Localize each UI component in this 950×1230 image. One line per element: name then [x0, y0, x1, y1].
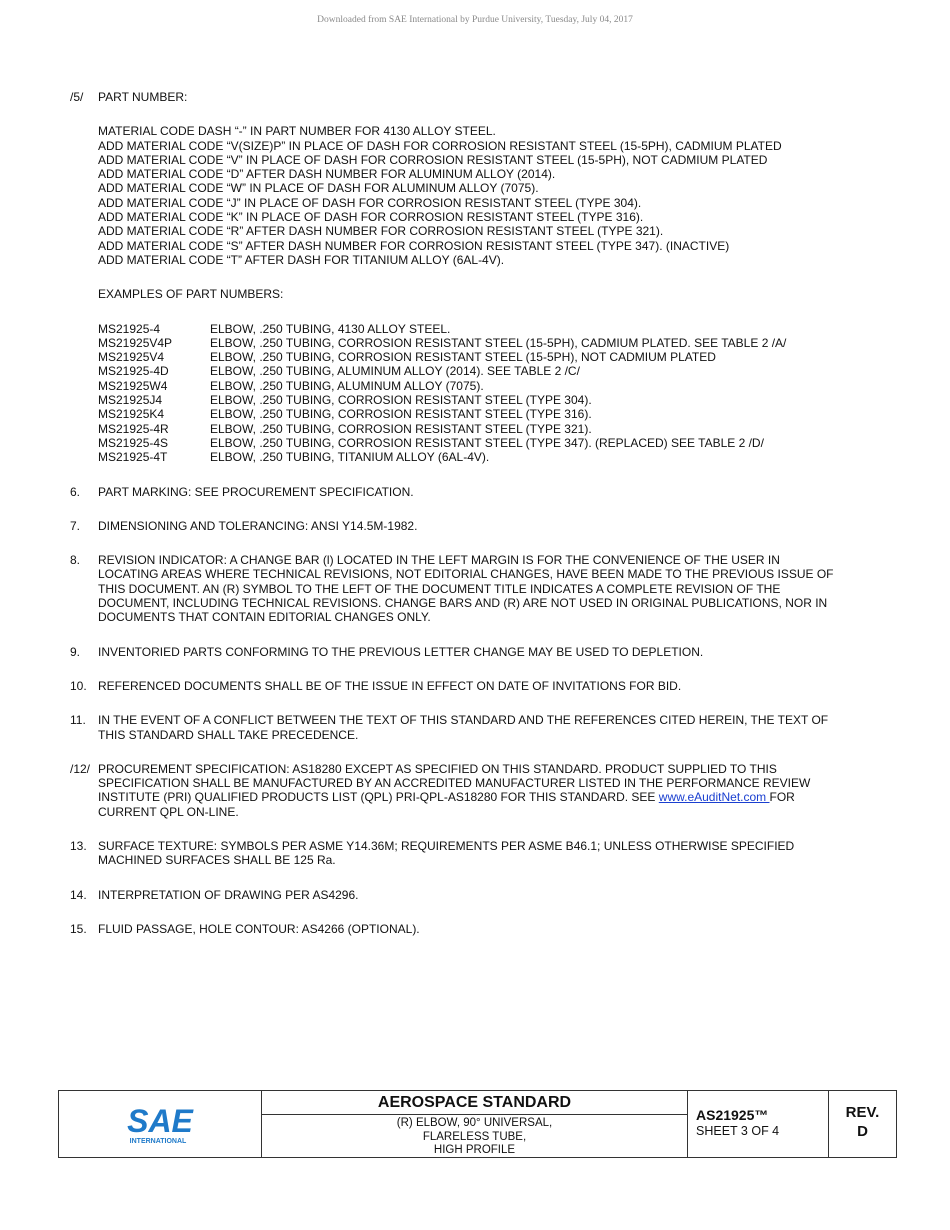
note-number: 8. [70, 553, 81, 568]
note-7 [70, 519, 880, 533]
note-12 [70, 762, 880, 819]
note-5 [70, 90, 880, 465]
example-row [98, 407, 880, 421]
note-number: 13. [70, 838, 87, 853]
material-code-line: ADD MATERIAL CODE “T” AFTER DASH FOR TITANIUM ALLOY (6AL-4V). [98, 252, 505, 267]
svg-text:INTERNATIONAL: INTERNATIONAL [129, 1138, 187, 1145]
part-description: ELBOW, .250 TUBING, ALUMINUM ALLOY (7075). [210, 378, 484, 393]
note-line-with-link [98, 790, 880, 804]
note-text: INSTITUTE (PRI) QUALIFIED PRODUCTS LIST (QPL) PRI-QPL-AS18280 FOR THIS STANDARD. SEE [98, 790, 659, 805]
standard-type: AEROSPACE STANDARD [262, 1091, 687, 1115]
note-line: INVENTORIED PARTS CONFORMING TO THE PREVIOUS LETTER CHANGE MAY BE USED TO DEPLETION. [98, 644, 704, 659]
part-description: ELBOW, .250 TUBING, TITANIUM ALLOY (6AL-4V). [210, 450, 490, 465]
note-line: CURRENT QPL ON-LINE. [98, 804, 239, 819]
note-line: LOCATING AREAS WHERE TECHNICAL REVISIONS, NOT EDITORIAL CHANGES, HAVE BEEN MADE TO THE PREVIOUS ISSUE OF [98, 567, 834, 582]
part-number: MS21925-4S [98, 435, 169, 450]
sheet-number: SHEET 3 OF 4 [696, 1124, 780, 1138]
note-number: 9. [70, 644, 81, 659]
part-description: ELBOW, .250 TUBING, CORROSION RESISTANT STEEL (TYPE 347). (REPLACED) SEE TABLE 2 /D/ [210, 435, 764, 450]
example-row [98, 436, 880, 450]
part-description: ELBOW, .250 TUBING, ALUMINUM ALLOY (2014). SEE TABLE 2 /C/ [210, 364, 580, 379]
example-row [98, 379, 880, 393]
note-line: FLUID PASSAGE, HOLE CONTOUR: AS4266 (OPTIONAL). [98, 921, 420, 936]
note-line: PART MARKING: SEE PROCUREMENT SPECIFICATION. [98, 484, 414, 499]
part-description: ELBOW, .250 TUBING, 4130 ALLOY STEEL. [210, 321, 451, 336]
note-13 [70, 839, 880, 868]
note-number: /5/ [70, 90, 84, 104]
part-description: ELBOW, .250 TUBING, CORROSION RESISTANT STEEL (TYPE 321). [210, 421, 592, 436]
material-code-line: ADD MATERIAL CODE “J” IN PLACE OF DASH FOR CORROSION RESISTANT STEEL (TYPE 304). [98, 195, 642, 210]
title-block [58, 1090, 897, 1158]
note-line: DOCUMENTS THAT CONTAIN EDITORIAL CHANGES ONLY. [98, 610, 431, 625]
sae-logo-icon [124, 1102, 196, 1146]
material-code-line: ADD MATERIAL CODE “V(SIZE)P” IN PLACE OF DASH FOR CORROSION RESISTANT STEEL (15-5PH), CADMIUM PLATED [98, 138, 782, 153]
note-heading: PART NUMBER: [98, 90, 188, 104]
title-cell [262, 1091, 688, 1157]
document-number-cell [688, 1091, 829, 1157]
material-code-line: ADD MATERIAL CODE “R” AFTER DASH NUMBER FOR CORROSION RESISTANT STEEL (TYPE 321). [98, 224, 664, 239]
note-line: PROCUREMENT SPECIFICATION: AS18280 EXCEPT AS SPECIFIED ON THIS STANDARD. PRODUCT SUPPLIED TO THIS [98, 761, 777, 776]
note-14 [70, 888, 880, 902]
part-number: MS21925W4 [98, 378, 168, 393]
note-number: /12/ [70, 761, 91, 776]
example-row [98, 364, 880, 378]
svg-text:SAE: SAE [127, 1103, 193, 1139]
material-code-list [98, 124, 880, 267]
example-row [98, 422, 880, 436]
note-number: 6. [70, 484, 81, 499]
note-line: DIMENSIONING AND TOLERANCING: ANSI Y14.5M-1982. [98, 518, 418, 533]
revision-label: REV. [845, 1104, 880, 1121]
part-number: MS21925-4D [98, 364, 169, 379]
note-line: INTERPRETATION OF DRAWING PER AS4296. [98, 887, 359, 902]
revision-cell [829, 1091, 896, 1157]
part-number: MS21925-4T [98, 450, 168, 465]
title-line: HIGH PROFILE [433, 1144, 516, 1156]
note-15 [70, 922, 880, 936]
part-description: ELBOW, .250 TUBING, CORROSION RESISTANT STEEL (TYPE 316). [210, 407, 592, 422]
note-line: DOCUMENT, INCLUDING TECHNICAL REVISIONS. CHANGE BARS AND (R) ARE NOT USED IN ORIGINAL PUBLICATIONS, NOR IN [98, 596, 828, 611]
note-number: 7. [70, 518, 81, 533]
material-code-line: ADD MATERIAL CODE “D” AFTER DASH NUMBER FOR ALUMINUM ALLOY (2014). [98, 167, 556, 182]
note-number: 15. [70, 921, 87, 936]
material-code-line: ADD MATERIAL CODE “S” AFTER DASH NUMBER FOR CORROSION RESISTANT STEEL (TYPE 347). (INACTIVE) [98, 238, 730, 253]
examples-heading: EXAMPLES OF PART NUMBERS: [98, 287, 284, 302]
example-row [98, 450, 880, 464]
note-line: REVISION INDICATOR: A CHANGE BAR (l) LOCATED IN THE LEFT MARGIN IS FOR THE CONVENIENCE OF THE USER IN [98, 553, 780, 568]
note-text: FOR [769, 790, 795, 805]
note-line: SPECIFICATION SHALL BE MANUFACTURED BY AN ACCREDITED MANUFACTURER LISTED IN THE PERFORMANCE REVIEW [98, 776, 811, 791]
document-number: AS21925™ [696, 1107, 769, 1123]
part-number: MS21925-4R [98, 421, 169, 436]
revision-value: D [857, 1123, 868, 1140]
material-code-line: ADD MATERIAL CODE “W” IN PLACE OF DASH FOR ALUMINUM ALLOY (7075). [98, 181, 539, 196]
example-row [98, 322, 880, 336]
note-9 [70, 645, 880, 659]
material-code-line: MATERIAL CODE DASH “-” IN PART NUMBER FOR 4130 ALLOY STEEL. [98, 124, 496, 139]
part-number: MS21925V4P [98, 335, 173, 350]
note-10 [70, 679, 880, 693]
note-number: 10. [70, 678, 87, 693]
note-number: 14. [70, 887, 87, 902]
note-line: THIS STANDARD SHALL TAKE PRECEDENCE. [98, 727, 359, 742]
note-line: MACHINED SURFACES SHALL BE 125 Ra. [98, 853, 336, 868]
material-code-line: ADD MATERIAL CODE “V” IN PLACE OF DASH FOR CORROSION RESISTANT STEEL (15-5PH), NOT CADMIUM PLATED [98, 152, 768, 167]
sae-logo [59, 1091, 262, 1157]
part-number: MS21925V4 [98, 350, 165, 365]
part-number-examples [98, 322, 880, 465]
eauditnet-link[interactable]: www.eAuditNet.com [658, 790, 770, 805]
note-11 [70, 713, 880, 742]
note-6 [70, 485, 880, 499]
part-description: ELBOW, .250 TUBING, CORROSION RESISTANT STEEL (TYPE 304). [210, 393, 592, 408]
part-description: ELBOW, .250 TUBING, CORROSION RESISTANT STEEL (15-5PH), NOT CADMIUM PLATED [210, 350, 716, 365]
part-number: MS21925-4 [98, 321, 161, 336]
part-number: MS21925J4 [98, 393, 163, 408]
part-description: ELBOW, .250 TUBING, CORROSION RESISTANT STEEL (15-5PH), CADMIUM PLATED. SEE TABLE 2 /A/ [210, 335, 787, 350]
example-row [98, 350, 880, 364]
note-8 [70, 553, 880, 624]
example-row [98, 393, 880, 407]
title-line: (R) ELBOW, 90° UNIVERSAL, [396, 1117, 553, 1129]
note-line: SURFACE TEXTURE: SYMBOLS PER ASME Y14.36M; REQUIREMENTS PER ASME B46.1; UNLESS OTHERWISE SPECIFIED [98, 838, 795, 853]
part-number: MS21925K4 [98, 407, 165, 422]
material-code-line: ADD MATERIAL CODE “K” IN PLACE OF DASH FOR CORROSION RESISTANT STEEL (TYPE 316). [98, 210, 644, 225]
note-line: IN THE EVENT OF A CONFLICT BETWEEN THE TEXT OF THIS STANDARD AND THE REFERENCES CITED HEREIN, THE TEXT OF [98, 713, 829, 728]
document-title [262, 1115, 687, 1158]
document-body [70, 90, 880, 956]
example-row [98, 336, 880, 350]
note-line: THIS DOCUMENT. AN (R) SYMBOL TO THE LEFT OF THE DOCUMENT TITLE INDICATES A COMPLETE REVISION OF THE [98, 581, 781, 596]
download-note: Downloaded from SAE International by Purdue University, Tuesday, July 04, 2017 [317, 15, 633, 25]
note-line: REFERENCED DOCUMENTS SHALL BE OF THE ISSUE IN EFFECT ON DATE OF INVITATIONS FOR BID. [98, 678, 682, 693]
title-line: FLARELESS TUBE, [422, 1130, 527, 1143]
note-number: 11. [70, 713, 86, 728]
